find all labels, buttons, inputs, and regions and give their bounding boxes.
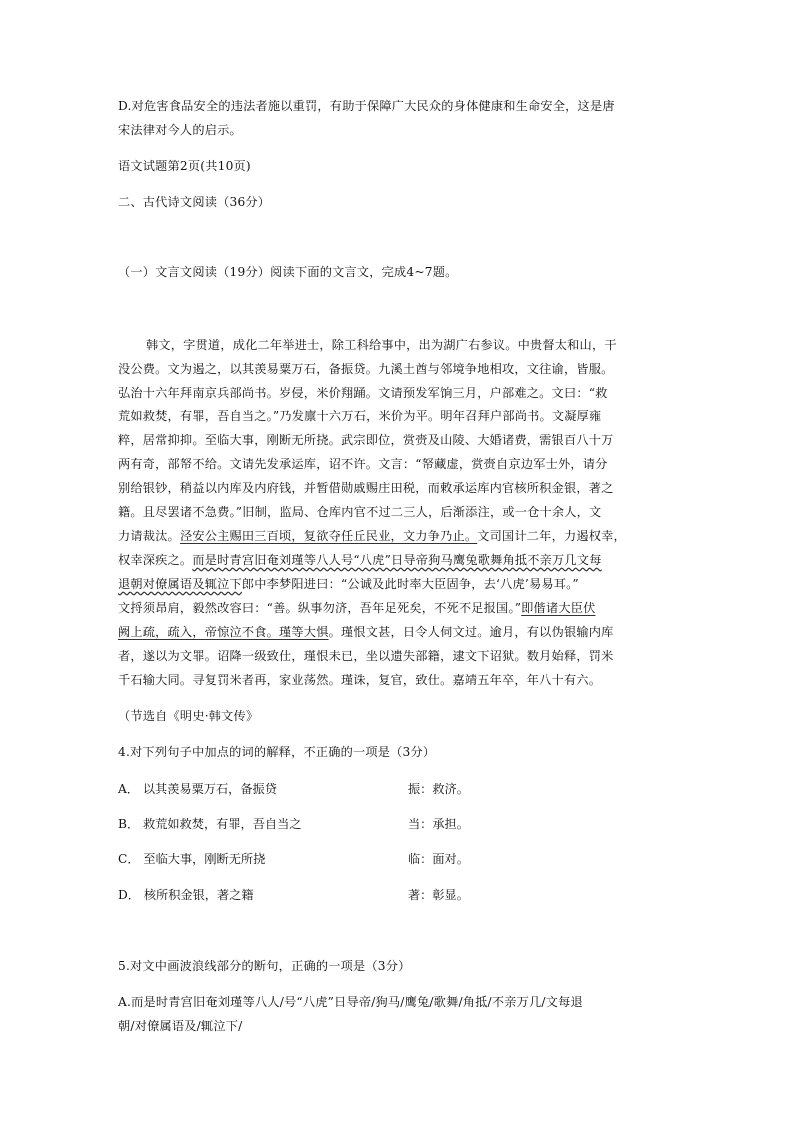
option-gloss: 临：面对。	[408, 852, 469, 866]
wavy-underlined-text: 而是时青宫旧奄刘瑾等八人号“八虎”日导帝狗马鹰兔歌舞角抵不亲万几文每	[192, 553, 602, 567]
passage-text: 文司国计二年，力遏权幸，	[477, 529, 626, 543]
option-text: A． 以其羡易粟万石，备振贷	[118, 782, 277, 796]
option-gloss: 当：承担。	[408, 817, 469, 831]
passage-text: 郎中李梦阳进曰：“公诚及此时率大臣固争，去‘八虎’易易耳。”	[241, 577, 579, 591]
underlined-sentence: 即偕诸大臣伏	[521, 601, 596, 615]
passage-line: 两有奇，部帑不给。文请先发承运库，诏不许。文言：“帑藏虚，赏赍自京边军士外，请分	[118, 457, 608, 471]
passage-text: 力请裁汰。	[118, 529, 180, 543]
passage-text: 权幸深疾之。	[118, 553, 193, 567]
passage-line	[118, 552, 602, 568]
passage-line: 弘治十六年拜南京兵部尚书。岁侵，米价翔踊。文请预发军饷三月，户部难之。文曰：“救	[118, 386, 608, 400]
passage-line	[118, 576, 579, 592]
question-5-option-a-line-2: 朝/对僚属语及/辄泣下/	[118, 1019, 243, 1033]
underlined-sentence: 泾安公主赐田三百顷，复欲夺任丘民业，文力争乃止。	[179, 529, 478, 543]
option-d	[0, 886, 794, 904]
subsection-heading: （一）文言文阅读（19分）阅读下面的文言文，完成4~7题。	[118, 265, 458, 279]
passage-line: 者，遂以为文罪。诏降一级致仕，瑾恨未已，坐以遗失部籍，逮文下诏狱。数月始释，罚米	[118, 649, 614, 663]
option-gloss: 著：彰显。	[408, 888, 469, 902]
option-gloss: 振：救济。	[408, 782, 469, 796]
option-text: D． 核所积金银，著之籍	[118, 888, 254, 902]
wavy-underlined-text: 退朝对僚属语及辄泣下	[118, 577, 242, 591]
option-text: C． 至临大事，刚断无所挠	[118, 852, 266, 866]
passage-line	[118, 600, 596, 616]
option-b	[0, 815, 794, 833]
passage-line	[118, 528, 626, 544]
passage-line	[118, 624, 614, 640]
passage-line: 没公费。文为遏之，以其羡易粟万石，备振贷。九溪土酋与邻境争地相攻，文往谕，皆服。	[118, 362, 614, 376]
source-note: （节选自《明史·韩文传》	[118, 709, 259, 723]
passage-line: 千石输大同。寻复罚米者再，家业荡然。瑾诛，复官，致仕。嘉靖五年卒，年八十有六。	[118, 673, 602, 687]
passage-line: 荒如救焚，有罪，吾自当之。”乃发廪十六万石，米价为平。明年召拜户部尚书。文凝厚雍	[118, 409, 602, 423]
passage-line: 粹，居常抑抑。至临大事，刚断无所挠。武宗即位，赏赍及山陵、大婚诸费，需银百八十万	[118, 433, 614, 447]
underlined-sentence: 阙上疏，疏入，帝惊泣不食。瑾等大惧	[118, 625, 329, 639]
page-footer: 语文试题第2页(共10页)	[118, 159, 251, 173]
option-c	[0, 850, 794, 868]
option-d-line-1: D.对危害食品安全的违法者施以重罚，有助于保障广大民众的身体健康和生命安全，这是唐	[118, 99, 615, 113]
passage-line: 籍。且尽罢诸不急费。”旧制，监局、仓库内官不过二三人，后渐添注，或一仓十余人，文	[118, 505, 602, 519]
option-d-line-2: 宋法律对今人的启示。	[118, 123, 242, 137]
question-5-stem: 5.对文中画波浪线部分的断句，正确的一项是（3分）	[118, 959, 411, 973]
option-a	[0, 780, 794, 798]
passage-line: 韩文，字贯道，成化二年举进士，除工科给事中，出为湖广右参议。中贵督太和山，干	[146, 338, 617, 352]
question-5-option-a-line-1: A.而是时青宫旧奄刘瑾等八人/号“八虎”日导帝/狗马/鹰兔/歌舞/角抵/不亲万几/文每退	[118, 995, 583, 1009]
passage-line: 别给银钞，稍益以内库及内府钱，并暂借勋戚赐庄田税，而敕承运库内官核所积金银，著之	[118, 481, 614, 495]
option-text: B． 救荒如救焚，有罪，吾自当之	[118, 817, 302, 831]
passage-text: 。瑾恨文甚，日令人伺文过。逾月，有以伪银输内库	[328, 625, 614, 639]
question-4-stem: 4.对下列句子中加点的词的解释，不正确的一项是（3分）	[118, 745, 436, 759]
section-heading: 二、古代诗文阅读（36分）	[118, 195, 271, 209]
passage-text: 文捋须昂肩，毅然改容曰：“善。纵事勿济，吾年足死矣，不死不足报国。”	[118, 601, 522, 615]
